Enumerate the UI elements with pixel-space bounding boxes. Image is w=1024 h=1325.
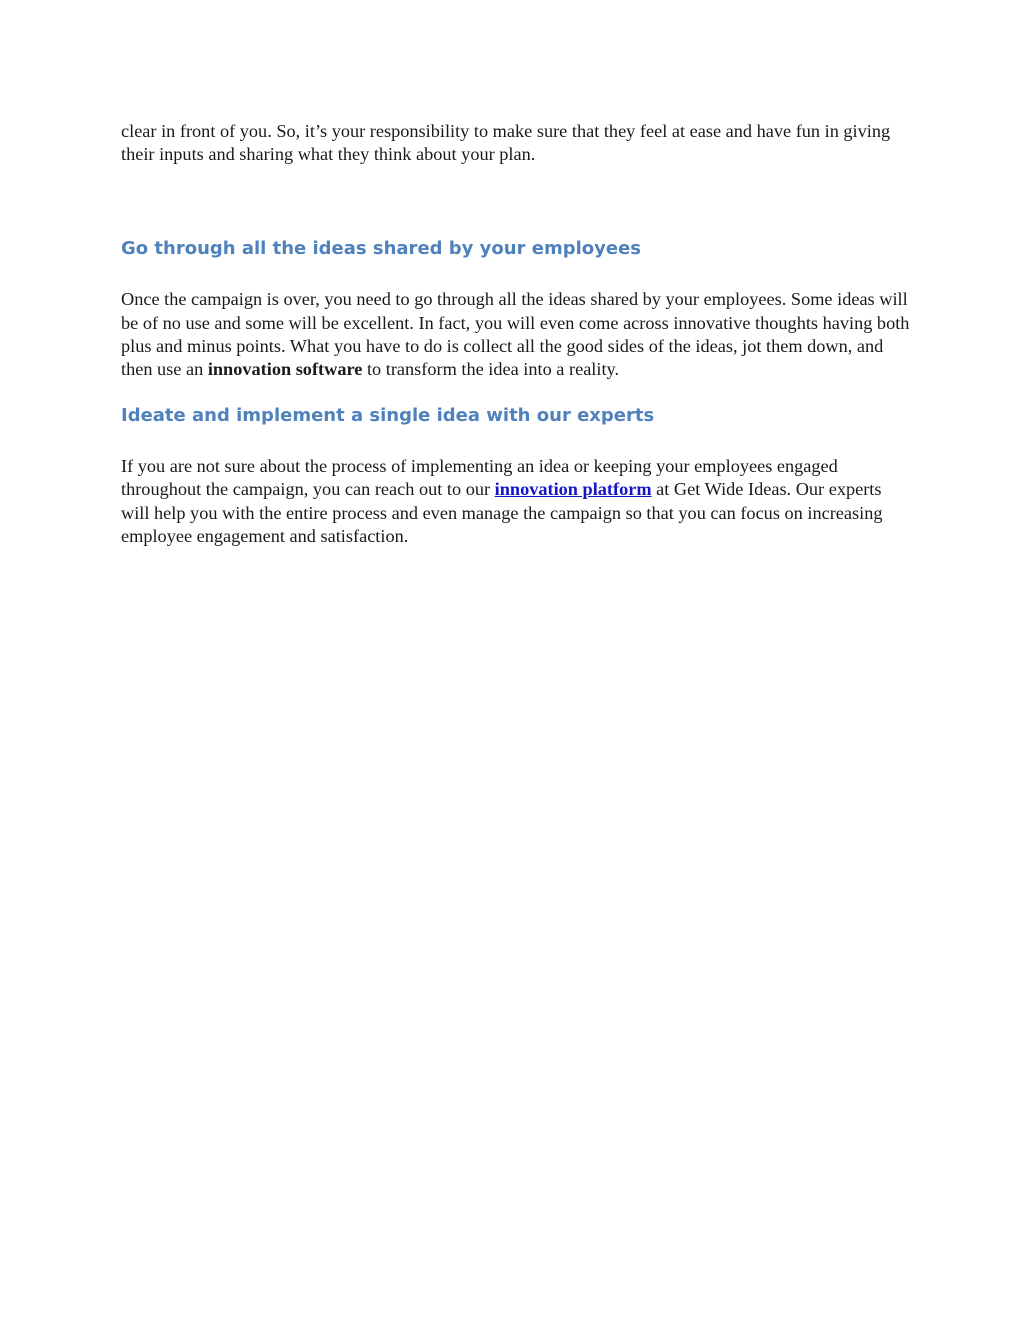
paragraph-text: to transform the idea into a reality. [362,359,620,380]
innovation-platform-link[interactable]: innovation platform [494,479,652,500]
intro-paragraph: clear in front of you. So, it’s your responsibility to make sure that they feel at ease and have fun in giving their inputs and sharing what they think about your plan. [121,121,891,165]
paragraph-text: Once the campaign is over, you need to go through all the ideas shared by your employees. Some ideas will be of no use and some will be excellent. In fact, you will even come across innovative thoughts having both plus and minus points. What you have to do is collect all the good sides of the ideas, jot them down, and then use an [121,289,910,380]
bold-phrase: innovation software [207,359,363,380]
ideate-paragraph [121,455,911,548]
section-heading-ideate: Ideate and implement a single idea with our experts [121,405,655,427]
section-heading-review-ideas: Go through all the ideas shared by your employees [121,238,641,260]
paragraph-text: If you are not sure about the process of implementing an idea or keeping your employees engaged throughout the campaign, you can reach out to our [121,456,838,500]
review-ideas-paragraph [121,288,911,381]
paragraph-text: at Get Wide Ideas. Our experts will help you with the entire process and even manage the campaign so that you can focus on increasing employee engagement and satisfaction. [121,479,883,546]
document-body [121,120,911,548]
